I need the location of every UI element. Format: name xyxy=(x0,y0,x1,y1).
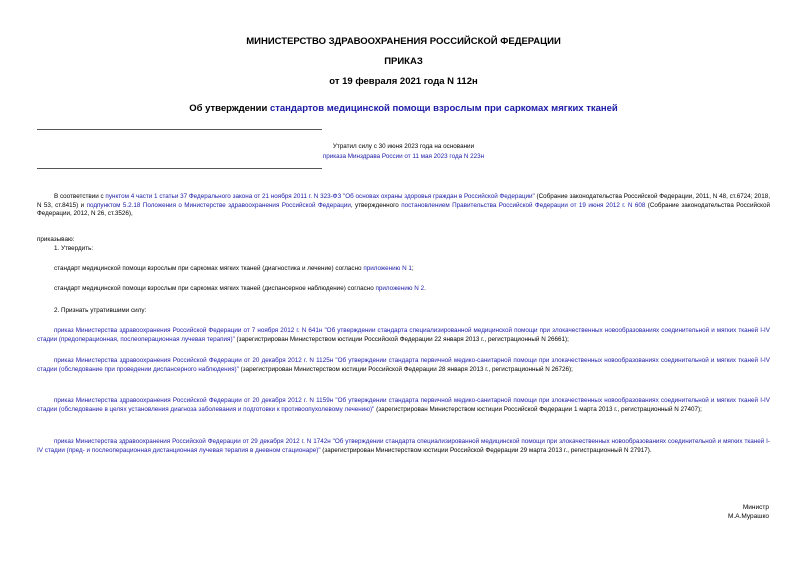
divider-top xyxy=(37,129,322,130)
law-323-link[interactable]: пунктом 4 части 1 статьи 37 Федерального закона от 21 ноября 2011 г. N 323-ФЗ "Об основах охраны здоровья граждан в Российской Федерации" xyxy=(105,193,535,200)
order-1742n-registration: (зарегистрирован Министерством юстиции Российской Федерации 29 марта 2013 г., регистрационный N 27917). xyxy=(320,446,652,454)
status-note-link[interactable]: приказа Минздрава России от 11 мая 2023 года N 223н xyxy=(322,153,485,160)
signature-name: М.А.Мурашко xyxy=(727,513,769,520)
government-decree-link[interactable]: постановлением Правительства Российской Федерации от 19 июня 2012 г. N 608 xyxy=(401,201,646,209)
preamble-text-4: (Собрание законодательства Российской Федерации, 2012, N 26, ст.3526), xyxy=(37,201,770,218)
standard-1-text: стандарт медицинской помощи взрослым при саркомах мягких тканей (диагностика и лечение) согласно xyxy=(54,265,364,272)
item2-heading: 2. Признать утратившими силу: xyxy=(54,307,147,314)
order-1159n-registration: (зарегистрирован Министерством юстиции Российской Федерации 1 марта 2013 г., регистрационный N 27407); xyxy=(374,405,702,413)
preamble-text-1: В соответствии с xyxy=(54,193,106,200)
repealed-order-4 xyxy=(37,438,770,455)
item1-heading: 1. Утвердить: xyxy=(54,245,94,252)
order-1125n-link[interactable]: приказ Министерства здравоохранения Российской Федерации от 20 декабря 2012 г. N 1125н "Об утверждении стандарта первичной медико-санитарной помощи при злокачественных новообразованиях соединительной и мягких тканей I-IV стадии (обследование при проведении диспансерного наблюдения)" xyxy=(37,357,770,373)
divider-bottom xyxy=(37,168,322,169)
doc-type-heading: ПРИКАЗ xyxy=(384,56,423,67)
date-number-heading: от 19 февраля 2021 года N 112н xyxy=(329,76,478,87)
document-subject xyxy=(0,103,807,114)
signature-title: Министр xyxy=(742,504,769,511)
regulation-link[interactable]: подпунктом 5.2.18 Положения о Министерстве здравоохранения Российской Федерации xyxy=(86,201,351,209)
order-1125n-registration: (зарегистрирован Министерством юстиции Российской Федерации 28 января 2013 г., регистрационный N 26726); xyxy=(238,365,573,373)
order-641n-registration: (зарегистрирован Министерством юстиции Российской Федерации 22 января 2013 г., регистрационный N 26661); xyxy=(234,335,569,343)
standard-2-line xyxy=(37,285,770,294)
repealed-order-2 xyxy=(37,357,770,374)
order-1742n-link[interactable]: приказ Министерства здравоохранения Российской Федерации от 29 декабря 2012 г. N 1742н "Об утверждении стандарта специализированной медицинской помощи при злокачественных новообразованиях соединительной и мягких тканей I-IV стадии (пред- и послеоперационная дистанционная лучевая терапия в дневном стационаре)" xyxy=(37,438,770,454)
subject-prefix: Об утверждении xyxy=(189,103,270,114)
appendix-1-link[interactable]: приложению N 1 xyxy=(363,265,412,272)
order-word: приказываю: xyxy=(37,236,75,243)
preamble-text-3: , утвержденного xyxy=(350,201,402,209)
appendix-2-link[interactable]: приложению N 2 xyxy=(375,285,425,292)
repealed-order-1 xyxy=(37,327,770,344)
standard-1-end: ; xyxy=(411,265,414,272)
standard-2-text: стандарт медицинской помощи взрослым при саркомах мягких тканей (диспансерное наблюдение) согласно xyxy=(54,285,376,292)
preamble-paragraph xyxy=(37,193,770,219)
order-1159n-link[interactable]: приказ Министерства здравоохранения Российской Федерации от 20 декабря 2012 г. N 1159н "Об утверждении стандарта первичной медико-санитарной помощи при злокачественных новообразованиях соединительной и мягких тканей I-IV стадии (обследование в целях установления диагноза заболевания и подготовки к противоопухолевому лечению)" xyxy=(37,397,770,413)
subject-link[interactable]: стандартов медицинской помощи взрослым при саркомах мягких тканей xyxy=(269,103,618,114)
ministry-heading: МИНИСТЕРСТВО ЗДРАВООХРАНЕНИЯ РОССИЙСКОЙ ФЕДЕРАЦИИ xyxy=(246,36,561,47)
preamble-text-2: (Собрание законодательства Российской Федерации, 2011, N 48, ст.6724; 2018, N 53, ст.8415) и xyxy=(37,193,770,209)
standard-1-line xyxy=(37,265,770,274)
repealed-order-3 xyxy=(37,397,770,414)
order-641n-link[interactable]: приказ Министерства здравоохранения Российской Федерации от 7 ноября 2012 г. N 641н "Об утверждении стандарта специализированной медицинской помощи при злокачественных новообразованиях соединительной и мягких тканей I-IV стадии (предоперационная, послеоперационная лучевая терапия)" xyxy=(37,327,770,343)
status-note-line1: Утратил силу с 30 июня 2023 года на основании xyxy=(332,143,475,150)
standard-2-end: . xyxy=(424,285,426,292)
